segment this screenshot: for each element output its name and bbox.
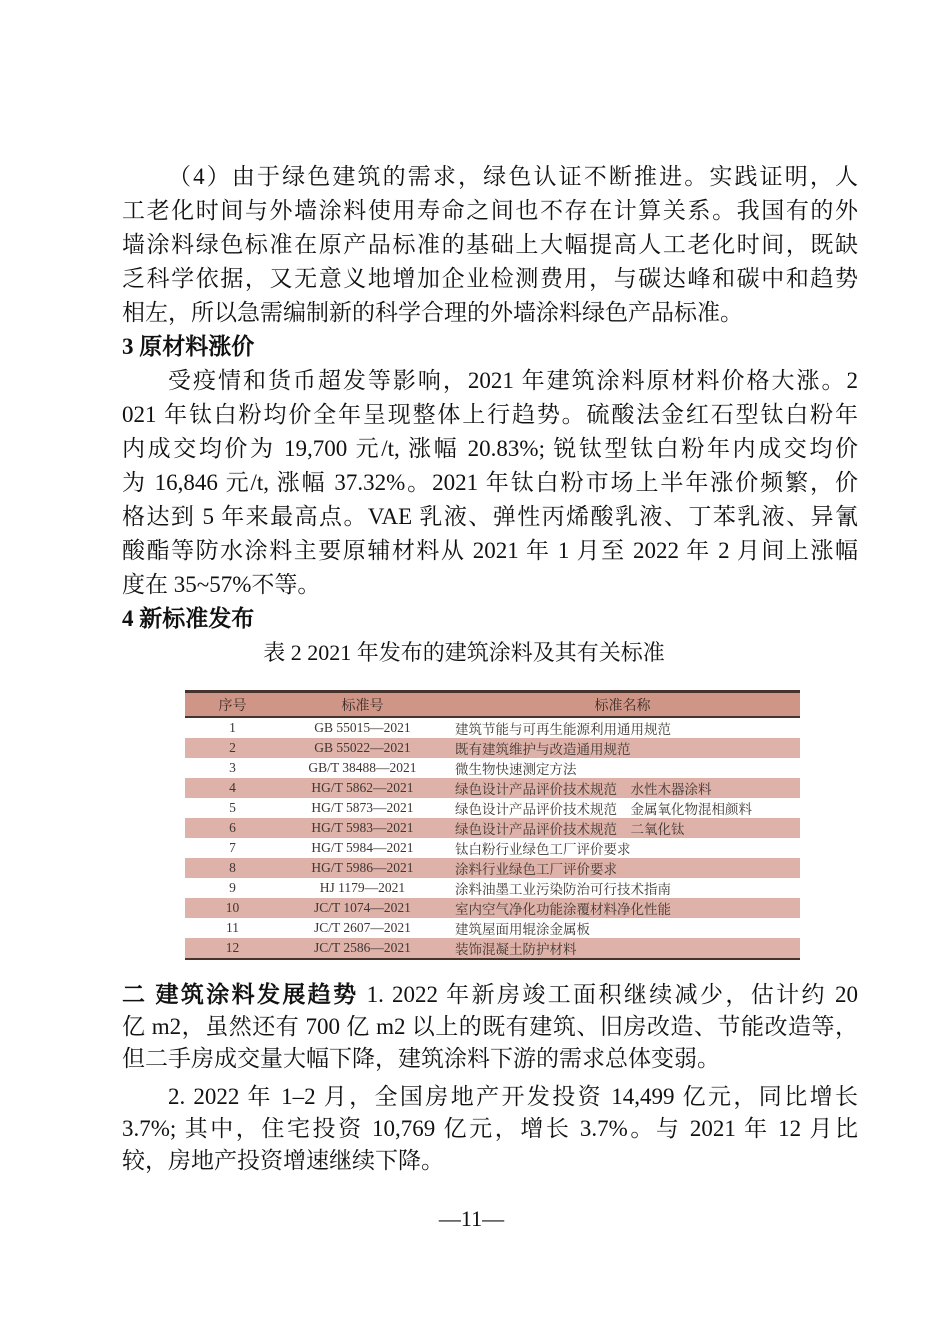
para-raw-materials xyxy=(122,364,858,602)
col-standard-name: 钛白粉行业绿色工厂评价要求 xyxy=(455,842,631,857)
col-standard-name: 装饰混凝土防护材料 xyxy=(445,938,800,959)
table-row xyxy=(185,878,800,898)
table-row xyxy=(185,778,800,798)
col-index: 10 xyxy=(185,898,280,918)
heading-new-standards: 4 新标准发布 xyxy=(122,606,255,631)
section-2 xyxy=(122,979,858,1177)
section-2-para-2 xyxy=(122,1081,858,1177)
col-standard-no: HG/T 5873—2021 xyxy=(311,800,414,815)
col-standard-name: 涂料油墨工业污染防治可行技术指南 xyxy=(455,882,671,897)
col-index: 3 xyxy=(229,760,236,775)
table-header-row xyxy=(185,692,800,718)
col-standard-no: JC/T 1074—2021 xyxy=(280,898,445,918)
col-index: 2 xyxy=(185,738,280,758)
section-2-first-line-text: 1. 2022 年新房竣工面积继续减少，估计约 20 xyxy=(358,982,858,1007)
col-standard-no: HG/T 5862—2021 xyxy=(280,778,445,798)
table-row xyxy=(185,838,800,858)
text-line: 内成交均价为 19,700 元/t, 涨幅 20.83%; 锐钛型钛白粉年内成交均价 xyxy=(122,436,858,461)
col-index: 1 xyxy=(229,720,236,735)
table-caption: 表 2 2021 年发布的建筑涂料及其有关标准 xyxy=(263,640,665,665)
table-row xyxy=(185,918,800,938)
col-standard-no: HG/T 5984—2021 xyxy=(311,840,414,855)
col-standard-name: 绿色设计产品评价技术规范 金属氧化物混相颜料 xyxy=(455,802,752,817)
col-standard-no: JC/T 2586—2021 xyxy=(280,938,445,959)
section-2-first-line xyxy=(122,979,858,1011)
col-index: 5 xyxy=(229,800,236,815)
text-line: 021 年钛白粉均价全年呈现整体上行趋势。硫酸法金红石型钛白粉年 xyxy=(122,402,858,427)
col-index: 9 xyxy=(229,880,236,895)
col-standard-name: 室内空气净化功能涂覆材料净化性能 xyxy=(445,898,800,918)
header-col-index: 序号 xyxy=(185,692,280,718)
col-standard-no: HG/T 5983—2021 xyxy=(280,818,445,838)
col-index: 7 xyxy=(229,840,236,855)
col-standard-no: HJ 1179—2021 xyxy=(319,880,406,895)
col-standard-no: GB/T 38488—2021 xyxy=(308,760,417,775)
standards-table xyxy=(185,690,800,960)
table-row xyxy=(185,717,800,738)
col-standard-no: JC/T 2607—2021 xyxy=(314,920,411,935)
col-index: 11 xyxy=(226,920,239,935)
text-line: 乏科学依据，又无意义地增加企业检测费用，与碳达峰和碳中和趋势 xyxy=(122,266,858,291)
col-standard-name: 建筑屋面用辊涂金属板 xyxy=(455,922,590,937)
text-line: 度在 35~57%不等。 xyxy=(122,572,321,597)
col-standard-no: HG/T 5986—2021 xyxy=(280,858,445,878)
text-line: （4）由于绿色建筑的需求，绿色认证不断推进。实践证明，人 xyxy=(168,164,858,189)
standards-table-head xyxy=(185,692,800,718)
para-green-cert xyxy=(122,160,858,330)
table-row xyxy=(185,818,800,838)
col-index: 12 xyxy=(185,938,280,959)
text-line: 较，房地产投资增速继续下降。 xyxy=(122,1148,444,1173)
text-line: 受疫情和货币超发等影响，2021 年建筑涂料原材料价格大涨。2 xyxy=(168,368,858,393)
col-standard-name: 绿色设计产品评价技术规范 二氧化钛 xyxy=(445,818,800,838)
col-standard-name: 微生物快速测定方法 xyxy=(455,762,577,777)
table-row xyxy=(185,798,800,818)
col-standard-name: 绿色设计产品评价技术规范 水性木器涂料 xyxy=(445,778,800,798)
table-row xyxy=(185,758,800,778)
col-index: 4 xyxy=(185,778,280,798)
col-standard-no: GB 55022—2021 xyxy=(280,738,445,758)
col-index: 8 xyxy=(185,858,280,878)
section-2-para-1 xyxy=(122,1011,858,1075)
text-line: 2. 2022 年 1–2 月，全国房地产开发投资 14,499 亿元，同比增长 xyxy=(168,1084,858,1109)
table-row xyxy=(185,738,800,758)
text-line: 亿 m2，虽然还有 700 亿 m2 以上的既有建筑、旧房改造、节能改造等， xyxy=(122,1014,858,1039)
text-line: 但二手房成交量大幅下降，建筑涂料下游的需求总体变弱。 xyxy=(122,1046,720,1071)
col-standard-no: GB 55015—2021 xyxy=(314,720,411,735)
col-index: 6 xyxy=(185,818,280,838)
text-line: 为 16,846 元/t, 涨幅 37.32%。2021 年钛白粉市场上半年涨价频繁，价 xyxy=(122,470,858,495)
text-line: 墙涂料绿色标准在原产品标准的基础上大幅提高人工老化时间，既缺 xyxy=(122,232,858,257)
standards-table-body xyxy=(185,717,800,959)
table-row xyxy=(185,938,800,959)
page-number: —11— xyxy=(438,1206,505,1231)
heading-raw-material-price: 3 原材料涨价 xyxy=(122,334,255,359)
text-block xyxy=(122,160,858,1177)
col-standard-name: 建筑节能与可再生能源利用通用规范 xyxy=(455,722,671,737)
table-row xyxy=(185,858,800,878)
text-line: 格达到 5 年来最高点。VAE 乳液、弹性丙烯酸乳液、丁苯乳液、异氰 xyxy=(122,504,858,529)
col-standard-name: 涂料行业绿色工厂评价要求 xyxy=(445,858,800,878)
text-line: 工老化时间与外墙涂料使用寿命之间也不存在计算关系。我国有的外 xyxy=(122,198,858,223)
text-line: 3.7%; 其中，住宅投资 10,769 亿元，增长 3.7%。与 2021 年 12 月比 xyxy=(122,1116,858,1141)
header-col-standard-name: 标准名称 xyxy=(445,692,800,718)
header-col-standard-no: 标准号 xyxy=(280,692,445,718)
col-standard-name: 既有建筑维护与改造通用规范 xyxy=(445,738,800,758)
section-2-heading: 二 建筑涂料发展趋势 xyxy=(122,982,359,1007)
text-line: 酸酯等防水涂料主要原辅材料从 2021 年 1 月至 2022 年 2 月间上涨幅 xyxy=(122,538,858,563)
text-line: 相左，所以急需编制新的科学合理的外墙涂料绿色产品标准。 xyxy=(122,300,743,325)
table-row xyxy=(185,898,800,918)
